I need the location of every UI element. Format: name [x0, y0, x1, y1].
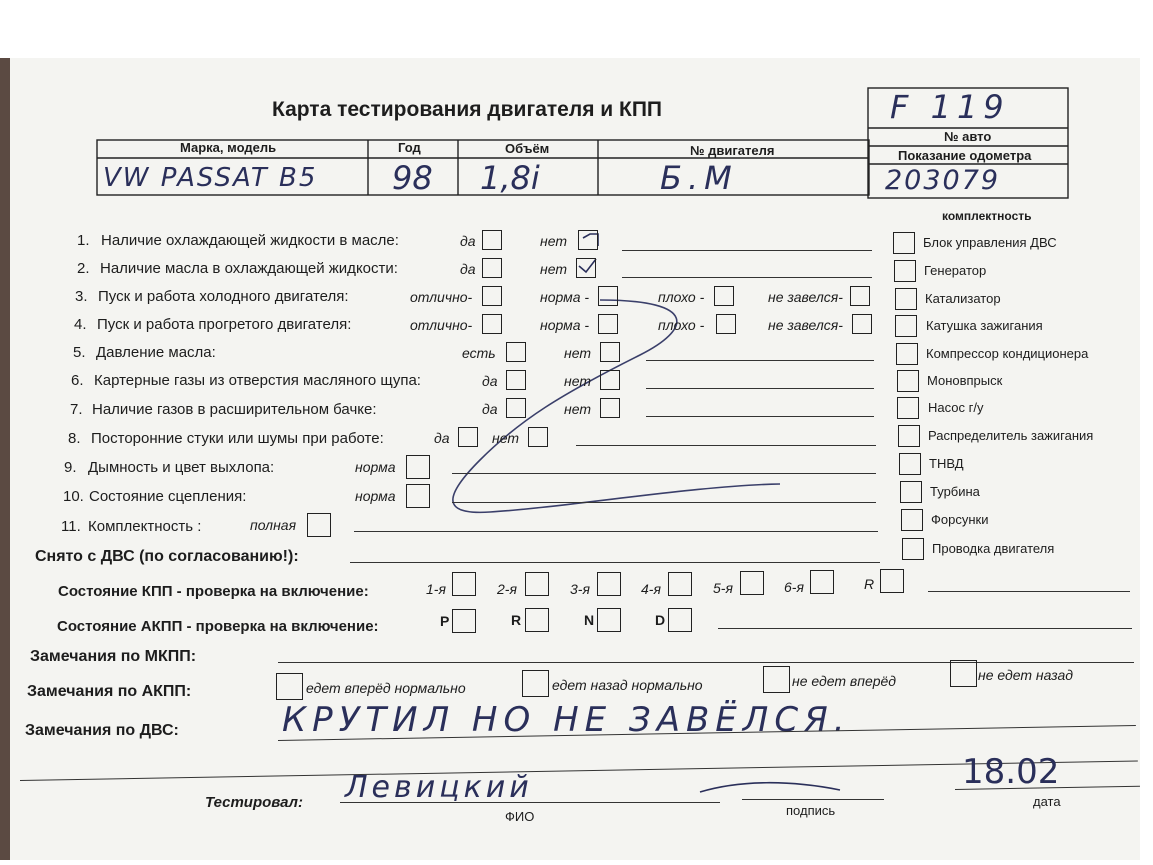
equip-wiring-box[interactable]: [902, 538, 924, 560]
equip-ecu-label: Блок управления ДВС: [923, 235, 1057, 250]
kpp-label: Состояние КПП - проверка на включение:: [58, 583, 369, 600]
akpp-mode-d-box[interactable]: [668, 608, 692, 632]
kpp-note-line: [928, 591, 1130, 592]
equip-generator-box[interactable]: [894, 260, 916, 282]
check-4-opt-excellent: отлично-: [410, 317, 473, 333]
check-10-num: 10.: [63, 488, 84, 505]
signature-line: [742, 799, 884, 800]
akpp-label: Состояние АКПП - проверка на включение:: [57, 618, 379, 635]
kpp-gear-2: 2-я: [497, 581, 517, 597]
auto-number-label: № авто: [944, 129, 992, 144]
check-8-opt-no: нет: [492, 430, 519, 446]
check-1-num: 1.: [77, 232, 90, 249]
equip-catalyst-box[interactable]: [895, 288, 917, 310]
akpp-mode-r-box[interactable]: [525, 608, 549, 632]
volume-value: 1,8i: [480, 159, 540, 197]
equip-generator-label: Генератор: [924, 263, 987, 278]
check-6-opt-yes: да: [482, 373, 498, 389]
form-title: Карта тестирования двигателя и КПП: [272, 98, 663, 121]
check-7-no-box[interactable]: [600, 398, 620, 418]
check-8-opt-yes: да: [434, 430, 450, 446]
check-11-num: 11.: [61, 518, 81, 535]
check-5-yes-box[interactable]: [506, 342, 526, 362]
remarks-mkpp-label: Замечания по МКПП:: [30, 648, 197, 665]
check-2-note-line: [622, 277, 872, 278]
check-3-opt-bad: плохо -: [658, 289, 705, 305]
remarks-akpp-label: Замечания по АКПП:: [27, 683, 192, 700]
check-4-normal-box[interactable]: [598, 314, 618, 334]
akpp-no-backward-label: не едет назад: [978, 667, 1073, 683]
akpp-forward-ok-box[interactable]: [276, 673, 303, 700]
date-value: 18.02: [962, 752, 1060, 792]
check-2-num: 2.: [77, 260, 90, 277]
check-4-num: 4.: [74, 316, 87, 333]
check-7-yes-box[interactable]: [506, 398, 526, 418]
kpp-gear-6-box[interactable]: [810, 570, 834, 594]
odometer-value: 203079: [885, 165, 1001, 196]
kpp-gear-4-box[interactable]: [668, 572, 692, 596]
check-6-num: 6.: [71, 372, 84, 389]
akpp-no-backward-box[interactable]: [950, 660, 977, 687]
check-3-opt-excellent: отлично-: [410, 289, 473, 305]
check-6-opt-no: нет: [564, 373, 591, 389]
fio-line: [340, 802, 720, 803]
check-7-opt-no: нет: [564, 401, 591, 417]
remarks-engine-value: КРУТИЛ НО НЕ ЗАВЁЛСЯ.: [282, 700, 851, 740]
check-7-label: Наличие газов в расширительном бачке:: [92, 401, 377, 418]
removed-note-line: [350, 562, 880, 563]
equip-mono-injection-label: Моновпрыск: [927, 373, 1003, 388]
equip-wiring-label: Проводка двигателя: [932, 541, 1055, 556]
check-7-opt-yes: да: [482, 401, 498, 417]
check-9-label: Дымность и цвет выхлопа:: [88, 459, 275, 476]
check-7-note-line: [646, 416, 874, 417]
equip-tnvd-box[interactable]: [899, 453, 921, 475]
check-1-label: Наличие охлаждающей жидкости в масле:: [101, 232, 399, 249]
akpp-no-forward-box[interactable]: [763, 666, 790, 693]
check-10-label: Состояние сцепления:: [89, 488, 247, 505]
check-2-yes-box[interactable]: [482, 258, 502, 278]
check-3-opt-normal: норма -: [540, 289, 590, 305]
check-9-num: 9.: [64, 459, 77, 476]
kpp-gear-5: 5-я: [713, 580, 733, 596]
check-4-opt-bad: плохо -: [658, 317, 705, 333]
check-1-no-box[interactable]: [578, 230, 598, 250]
engine-number-value: Б.М: [660, 159, 738, 197]
signature-label: подпись: [786, 803, 836, 818]
kpp-gear-1-box[interactable]: [452, 572, 476, 596]
check-5-note-line: [646, 360, 874, 361]
check-6-label: Картерные газы из отверстия масляного щупа:: [94, 372, 421, 389]
check-3-normal-box[interactable]: [598, 286, 618, 306]
check-9-opt-normal: норма: [355, 459, 396, 475]
year-value: 98: [392, 159, 433, 197]
akpp-mode-p-box[interactable]: [452, 609, 476, 633]
check-5-no-box[interactable]: [600, 342, 620, 362]
odometer-label: Показание одометра: [898, 148, 1032, 163]
check-11-opt-full: полная: [250, 517, 297, 533]
kpp-gear-1: 1-я: [426, 581, 446, 597]
remarks-mkpp-line: [278, 662, 1134, 663]
akpp-backward-ok-label: едет назад нормально: [552, 677, 703, 693]
check-3-nostart-box[interactable]: [850, 286, 870, 306]
check-3-excellent-box[interactable]: [482, 286, 502, 306]
equip-distributor-label: Распределитель зажигания: [928, 428, 1094, 443]
tested-by-value: Левицкий: [345, 770, 533, 805]
check-6-note-line: [646, 388, 874, 389]
equip-ignition-coil-box[interactable]: [895, 315, 917, 337]
check-8-yes-box[interactable]: [458, 427, 478, 447]
check-5-label: Давление масла:: [96, 344, 216, 361]
col-engine-number: № двигателя: [690, 143, 775, 158]
check-5-num: 5.: [73, 344, 86, 361]
check-1-yes-box[interactable]: [482, 230, 502, 250]
akpp-mode-d: D: [655, 612, 666, 628]
col-make-model: Марка, модель: [180, 140, 277, 155]
check-8-label: Посторонние стуки или шумы при работе:: [91, 430, 384, 447]
check-1-opt-no: нет: [540, 233, 567, 249]
equip-injectors-box[interactable]: [901, 509, 923, 531]
check-5-opt-yes: есть: [462, 345, 496, 361]
equip-injectors-label: Форсунки: [931, 512, 989, 527]
check-4-bad-box[interactable]: [716, 314, 736, 334]
akpp-backward-ok-box[interactable]: [522, 670, 549, 697]
check-11-note-line: [354, 531, 878, 532]
check-1-opt-yes: да: [460, 233, 476, 249]
equip-ac-compressor-box[interactable]: [896, 343, 918, 365]
equip-ps-pump-label: Насос г/у: [928, 400, 984, 415]
akpp-mode-r: R: [511, 612, 522, 628]
check-6-no-box[interactable]: [600, 370, 620, 390]
make-model-value: VW PASSAT B5: [103, 163, 318, 193]
equip-turbine-box[interactable]: [900, 481, 922, 503]
check-4-opt-nostart: не завелся-: [768, 317, 843, 333]
date-label: дата: [1033, 794, 1061, 809]
check-8-note-line: [576, 445, 876, 446]
check-4-label: Пуск и работа прогретого двигателя:: [97, 316, 352, 333]
check-11-label: Комплектность :: [88, 518, 202, 535]
akpp-note-line: [718, 628, 1132, 629]
akpp-mode-n: N: [584, 612, 595, 628]
akpp-forward-ok-label: едет вперёд нормально: [306, 680, 466, 696]
check-2-opt-yes: да: [460, 261, 476, 277]
check-2-label: Наличие масла в охлаждающей жидкости:: [100, 260, 398, 277]
kpp-gear-5-box[interactable]: [740, 571, 764, 595]
check-3-bad-box[interactable]: [714, 286, 734, 306]
check-10-normal-box[interactable]: [406, 484, 430, 508]
signature-mark: [700, 783, 840, 792]
check-8-num: 8.: [68, 430, 81, 447]
check-6-yes-box[interactable]: [506, 370, 526, 390]
check-4-nostart-box[interactable]: [852, 314, 872, 334]
equip-mono-injection-box[interactable]: [897, 370, 919, 392]
check-8-no-box[interactable]: [528, 427, 548, 447]
check-2-opt-no: нет: [540, 261, 567, 277]
check-10-opt-normal: норма: [355, 488, 396, 504]
check-10-note-line: [452, 502, 876, 503]
auto-number-value: F 119: [890, 88, 1010, 126]
kpp-gear-3-box[interactable]: [597, 572, 621, 596]
col-year: Год: [398, 140, 421, 155]
check-9-normal-box[interactable]: [406, 455, 430, 479]
fio-label: ФИО: [505, 809, 535, 824]
equip-ps-pump-box[interactable]: [897, 397, 919, 419]
equip-catalyst-label: Катализатор: [925, 291, 1001, 306]
remarks-engine-label: Замечания по ДВС:: [25, 722, 179, 739]
check-7-num: 7.: [70, 401, 83, 418]
check-1-note-line: [622, 250, 872, 251]
check-11-full-box[interactable]: [307, 513, 331, 537]
removed-from-engine-label: Снято с ДВС (по согласованию!):: [35, 548, 299, 565]
equip-tnvd-label: ТНВД: [929, 456, 964, 471]
check-3-num: 3.: [75, 288, 88, 305]
check-4-opt-normal: норма -: [540, 317, 590, 333]
kpp-gear-r: R: [864, 576, 875, 592]
col-volume: Объём: [505, 141, 550, 156]
kpp-gear-6: 6-я: [784, 579, 804, 595]
equip-distributor-box[interactable]: [898, 425, 920, 447]
check-9-note-line: [452, 473, 876, 474]
akpp-mode-p: P: [440, 613, 450, 629]
equip-ecu-box[interactable]: [893, 232, 915, 254]
kpp-gear-2-box[interactable]: [525, 572, 549, 596]
equip-turbine-label: Турбина: [930, 484, 980, 499]
equip-ignition-coil-label: Катушка зажигания: [926, 318, 1043, 333]
akpp-mode-n-box[interactable]: [597, 608, 621, 632]
kpp-gear-3: 3-я: [570, 581, 590, 597]
equipment-heading: комплектность: [942, 209, 1032, 223]
kpp-gear-r-box[interactable]: [880, 569, 904, 593]
akpp-no-forward-label: не едет вперёд: [792, 673, 897, 689]
tested-by-label: Тестировал:: [205, 794, 303, 811]
check-3-opt-nostart: не завелся-: [768, 289, 843, 305]
kpp-gear-4: 4-я: [641, 581, 661, 597]
check-2-no-box[interactable]: [576, 258, 596, 278]
check-5-opt-no: нет: [564, 345, 591, 361]
check-4-excellent-box[interactable]: [482, 314, 502, 334]
check-3-label: Пуск и работа холодного двигателя:: [98, 288, 349, 305]
equip-ac-compressor-label: Компрессор кондиционера: [926, 346, 1089, 361]
